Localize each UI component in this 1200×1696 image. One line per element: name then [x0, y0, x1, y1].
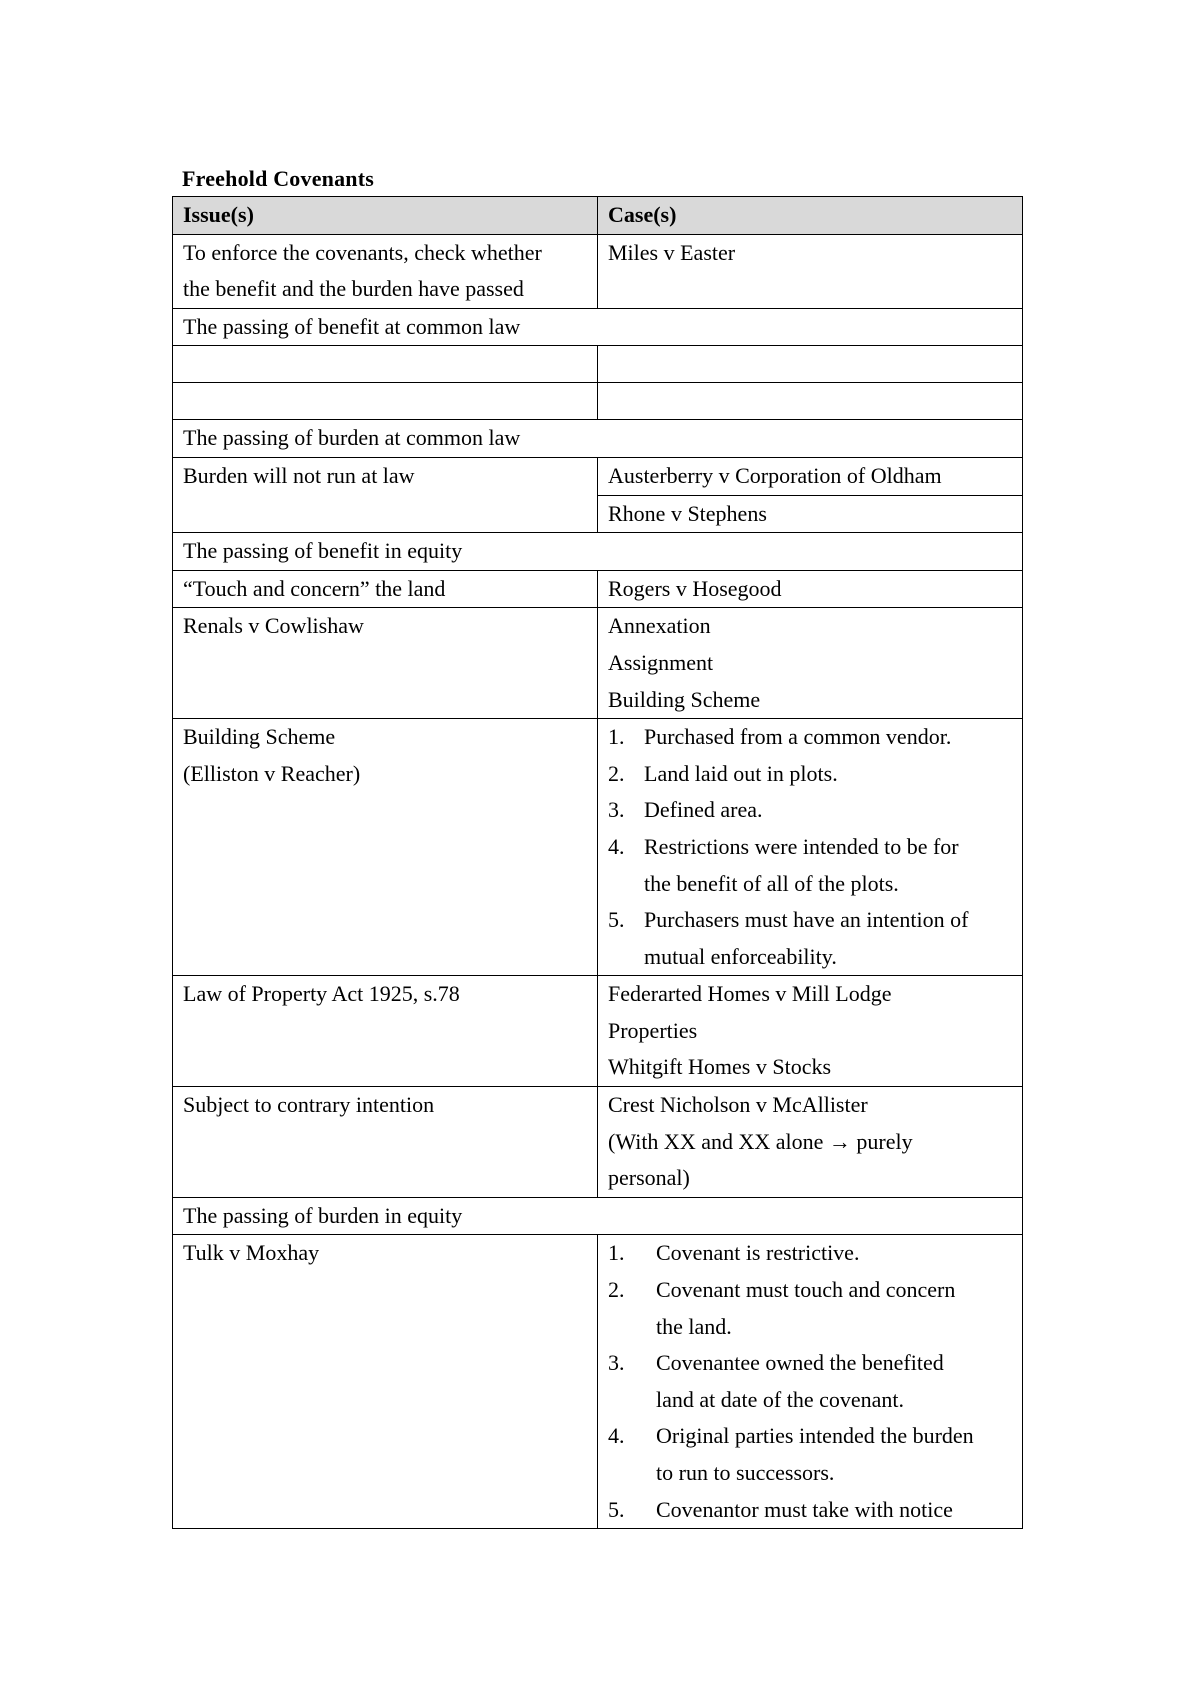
- table-row: [173, 570, 1023, 608]
- table-row: [173, 719, 1023, 976]
- empty-row: [173, 346, 1023, 383]
- criteria-body: [656, 1492, 1012, 1529]
- section-heading: The passing of burden in equity: [173, 1197, 1023, 1235]
- criteria-body: [644, 792, 1012, 829]
- criteria-text: Covenantor must take with notice: [656, 1496, 953, 1522]
- covenants-table: [172, 196, 1023, 1529]
- section-heading: The passing of benefit at common law: [173, 308, 1023, 346]
- criteria-text: land at date of the covenant.: [656, 1386, 905, 1412]
- table-row: [173, 1235, 1023, 1529]
- table-header-row: [173, 197, 1023, 235]
- section-heading: The passing of burden at common law: [173, 420, 1023, 458]
- table-row: [173, 608, 1023, 719]
- section-heading: The passing of benefit in equity: [173, 533, 1023, 571]
- issue-line: (Elliston v Reacher): [183, 760, 361, 786]
- criteria-item: [608, 829, 1012, 902]
- criteria-text: Defined area.: [644, 797, 763, 823]
- list-number: 2.: [608, 760, 625, 786]
- section-row: [173, 420, 1023, 458]
- case-line: Assignment: [608, 649, 714, 675]
- criteria-text: Purchasers must have an intention of: [644, 907, 969, 933]
- issue-line: Building Scheme: [183, 724, 336, 750]
- criteria-item: [608, 756, 1012, 793]
- list-number: 5.: [608, 1496, 625, 1522]
- criteria-body: [656, 1272, 1012, 1345]
- criteria-item: [608, 792, 1012, 829]
- table-row: [173, 234, 1023, 308]
- list-number: 3.: [608, 1350, 625, 1376]
- empty-cell: [598, 383, 1023, 420]
- list-number: 2.: [608, 1277, 625, 1303]
- criteria-body: [644, 719, 1012, 756]
- case-line: Properties: [608, 1017, 698, 1043]
- table-row: [173, 457, 1023, 495]
- criteria-item: [608, 719, 1012, 756]
- list-number: 4.: [608, 1423, 625, 1449]
- criteria-body: [644, 902, 1012, 975]
- table-row: [173, 1087, 1023, 1198]
- criteria-item: [608, 1345, 1012, 1418]
- case-line: Whitgift Homes v Stocks: [608, 1054, 832, 1080]
- criteria-text: Covenant is restrictive.: [656, 1240, 860, 1266]
- page-title: Freehold Covenants: [182, 166, 375, 191]
- section-row: [173, 1197, 1023, 1235]
- criteria-body: [644, 829, 1012, 902]
- criteria-text: the benefit of all of the plots.: [644, 870, 899, 896]
- case-cell: [598, 1235, 1023, 1529]
- criteria-text: mutual enforceability.: [644, 943, 837, 969]
- criteria-list: [608, 1235, 1012, 1528]
- case-line: personal): [608, 1165, 690, 1191]
- case-cell: [598, 719, 1023, 976]
- cases-header: Case(s): [598, 197, 1023, 235]
- criteria-text: Land laid out in plots.: [644, 760, 838, 786]
- issue-cell: Renals v Cowlishaw: [173, 608, 598, 719]
- issue-cell: [173, 234, 598, 308]
- list-number: 1.: [608, 1240, 625, 1266]
- criteria-item: [608, 1272, 1012, 1345]
- criteria-item: [608, 1492, 1012, 1529]
- criteria-body: [656, 1235, 1012, 1272]
- criteria-item: [608, 1418, 1012, 1491]
- criteria-text: Purchased from a common vendor.: [644, 724, 952, 750]
- issue-cell: [173, 719, 598, 976]
- list-number: 3.: [608, 797, 625, 823]
- case-cell: [598, 608, 1023, 719]
- empty-cell: [598, 346, 1023, 383]
- issue-cell: “Touch and concern” the land: [173, 570, 598, 608]
- case-line: Annexation: [608, 613, 711, 639]
- criteria-text: to run to successors.: [656, 1460, 835, 1485]
- case-cell: [598, 1087, 1023, 1198]
- case-cell: [598, 976, 1023, 1087]
- criteria-body: [644, 756, 1012, 793]
- issue-cell: Burden will not run at law: [173, 457, 598, 532]
- criteria-item: [608, 1235, 1012, 1272]
- case-line: Building Scheme: [608, 686, 761, 712]
- case-cell: Rhone v Stephens: [598, 495, 1023, 533]
- issue-cell: Subject to contrary intention: [173, 1087, 598, 1198]
- criteria-text: Covenantee owned the benefited: [656, 1350, 944, 1376]
- criteria-body: [656, 1345, 1012, 1418]
- criteria-text: the land.: [656, 1313, 732, 1339]
- section-row: [173, 533, 1023, 571]
- list-number: 4.: [608, 833, 625, 859]
- issue-line: To enforce the covenants, check whether: [183, 239, 542, 265]
- list-number: 1.: [608, 724, 625, 750]
- case-cell: Austerberry v Corporation of Oldham: [598, 457, 1023, 495]
- issue-line: the benefit and the burden have passed: [183, 276, 524, 302]
- table-row: [173, 976, 1023, 1087]
- empty-cell: [173, 346, 598, 383]
- empty-cell: [173, 383, 598, 420]
- list-number: 5.: [608, 907, 625, 933]
- case-line: Crest Nicholson v McAllister: [608, 1092, 868, 1118]
- criteria-list: [608, 719, 1012, 975]
- issue-cell: Tulk v Moxhay: [173, 1235, 598, 1529]
- section-row: [173, 308, 1023, 346]
- empty-row: [173, 383, 1023, 420]
- issue-header: Issue(s): [173, 197, 598, 235]
- criteria-text: Restrictions were intended to be for: [644, 833, 959, 859]
- criteria-text: Covenant must touch and concern: [656, 1277, 956, 1303]
- case-line: Federarted Homes v Mill Lodge: [608, 981, 892, 1007]
- criteria-item: [608, 902, 1012, 975]
- issue-cell: Law of Property Act 1925, s.78: [173, 976, 598, 1087]
- case-cell: Miles v Easter: [598, 234, 1023, 308]
- criteria-body: [656, 1418, 1012, 1491]
- criteria-text: Original parties intended the burden: [656, 1423, 974, 1449]
- case-line: (With XX and XX alone → purely: [608, 1128, 913, 1154]
- case-cell: Rogers v Hosegood: [598, 570, 1023, 608]
